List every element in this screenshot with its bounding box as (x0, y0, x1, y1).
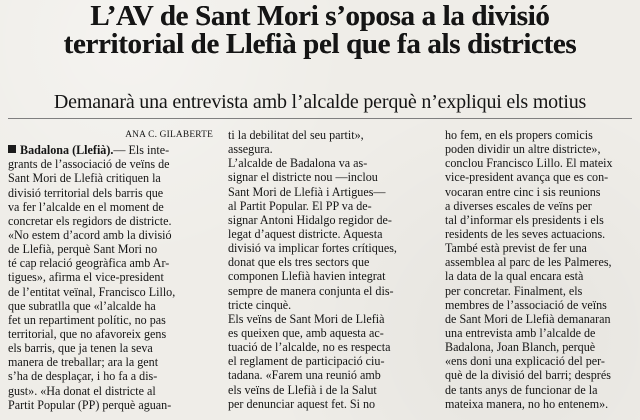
column-1-line-14: territorial, que no afavoreix gens (8, 326, 167, 341)
column-2-line-18: tadana. «Farem una reunió amb (228, 368, 381, 383)
column-3-line-11: la data de la qual encara està (445, 269, 584, 284)
column-1-line-9: té cap relació geogràfica amb Ar- (8, 256, 170, 271)
column-2-line-4: signar el districte nou —inclou (228, 170, 378, 185)
column-2-line-8: legat d’aquest districte. Aquesta (228, 226, 383, 241)
column-1-line-1: — Els inte- (113, 143, 170, 158)
column-1-line-17: s’ha de desplaçar, i ho fa a dis- (8, 369, 158, 384)
column-2-line-10: donat que els tres sectors que (228, 255, 370, 270)
column-2-line-20: per denunciar aquest fet. Si no (228, 396, 376, 411)
column-2-line-17: el reglament de participació ciu- (228, 354, 385, 369)
article-byline: ANA C. GILABERTE (125, 130, 213, 140)
square-bullet-icon (8, 145, 16, 153)
article-subtitle: Demanarà una entrevista amb l’alcalde perquè n’expliqui els motius (53, 91, 587, 113)
title-divider (8, 118, 632, 119)
column-2-line-15: es queixen que, amb aquesta ac- (228, 325, 384, 340)
article-column-3 (445, 128, 640, 411)
column-1-line-13: fet un repartiment polític, no pas (8, 312, 166, 327)
column-1-line-18: gust». «Ha donat el districte al (8, 383, 156, 398)
column-3-line-1: ho fem, en els propers comicis (445, 128, 593, 142)
headline-line-1: L’AV de Sant Mori s’oposa a la divisió (90, 0, 550, 32)
article-headline (12, 2, 628, 59)
column-1-line-11: de l’entitat veïnal, Francisco Lillo, (8, 284, 176, 299)
column-1-line-10: tigues», afirma el vice-president (8, 270, 164, 285)
column-2-line-9: divisió va implicar fortes crítiques, (228, 241, 397, 256)
column-3-line-13: membres de l’associació de veïns (445, 297, 607, 312)
column-1-line-19: Partit Popular (PP) perquè aguan- (8, 397, 172, 412)
column-3-line-3: conclou Francisco Lillo. El mateix (445, 156, 613, 171)
column-2-line-12: sempre de manera conjunta el dis- (228, 283, 394, 298)
column-2-line-11: componen Llefià havien integrat (228, 269, 386, 284)
column-3-line-17: «ens doni una explicació del per- (445, 354, 605, 369)
column-1-line-15: els barris, que ja tenen la seva (8, 341, 153, 356)
column-3-line-5: vocaran entre cinc i sis reunions (445, 184, 601, 199)
column-3-line-16: Badalona, Joan Blanch, perquè (445, 340, 596, 355)
article-column-1 (8, 128, 213, 412)
headline-line-2: territorial de Llefià pel que fa als districtes (63, 28, 577, 61)
column-1-line-6: concretar els regidors de districte. (8, 213, 172, 228)
lead-location: Badalona (Llefià). (20, 143, 114, 158)
column-2-line-1: ti la debilitat del seu partit», (228, 128, 364, 142)
column-3-line-10: assemblea al parc de les Palmeres, (445, 255, 612, 270)
column-2-line-6: al Partit Popular. El PP va de- (228, 198, 372, 213)
column-1-line-3: Sant Mori de Llefià critiquen la (8, 171, 161, 186)
column-3-line-2: poden dividir un altre districte», (445, 142, 601, 157)
column-3-line-14: de Sant Mori de Llefià demanaran (445, 311, 611, 326)
column-3-line-8: residents de les seves actuacions. (445, 226, 606, 241)
column-3-line-4: vice-president avança que es con- (445, 170, 609, 185)
column-2-line-2: assegura. (228, 142, 273, 157)
column-3-line-7: tal d’informar els presidents i els (445, 212, 604, 227)
column-1-line-4: divisió territorial dels barris que (8, 185, 164, 200)
column-1-line-8: de Llefià, perquè Sant Mori no (8, 242, 158, 257)
column-3-line-18: què de la divisió del barri; després (445, 368, 611, 383)
column-1-line-5: va fer l’alcalde en el moment de (8, 199, 164, 214)
column-3-line-19: de tants anys de funcionar de la (445, 382, 598, 397)
column-2-line-7: signar Antoni Hidalgo regidor de- (228, 212, 392, 227)
column-2-line-3: L’alcalde de Badalona va as- (228, 156, 368, 171)
lead-paragraph (8, 143, 213, 157)
column-2-line-14: Els veïns de Sant Mori de Llefià (228, 311, 385, 326)
column-2-line-16: tuació de l’alcalde, no es respecta (228, 340, 391, 355)
column-1-line-16: manera de treballar; ara la gent (8, 355, 159, 370)
column-1-line-7: «No estem d’acord amb la divisió (8, 228, 172, 242)
column-3-line-6: a diverses escales de veïns per (445, 198, 592, 213)
column-1-line-2: grants de l’associació de veïns de (8, 157, 170, 172)
column-3-line-12: per concretar. Finalment, els (445, 283, 583, 298)
column-2-line-13: tricte cinquè. (228, 297, 292, 312)
column-3-line-20: mateixa manera, no ho entenem». (445, 396, 609, 411)
column-3-line-9: També està previst de fer una (445, 241, 587, 256)
column-3-line-15: una entrevista amb l’alcalde de (445, 325, 596, 340)
column-1-line-12: que subratlla que «l’alcalde ha (8, 298, 156, 313)
column-2-line-19: els veïns de Llefià i de la Salut (228, 382, 377, 397)
column-2-line-5: Sant Mori de Llefià i Artigues— (228, 184, 386, 199)
article-column-2 (228, 128, 433, 411)
